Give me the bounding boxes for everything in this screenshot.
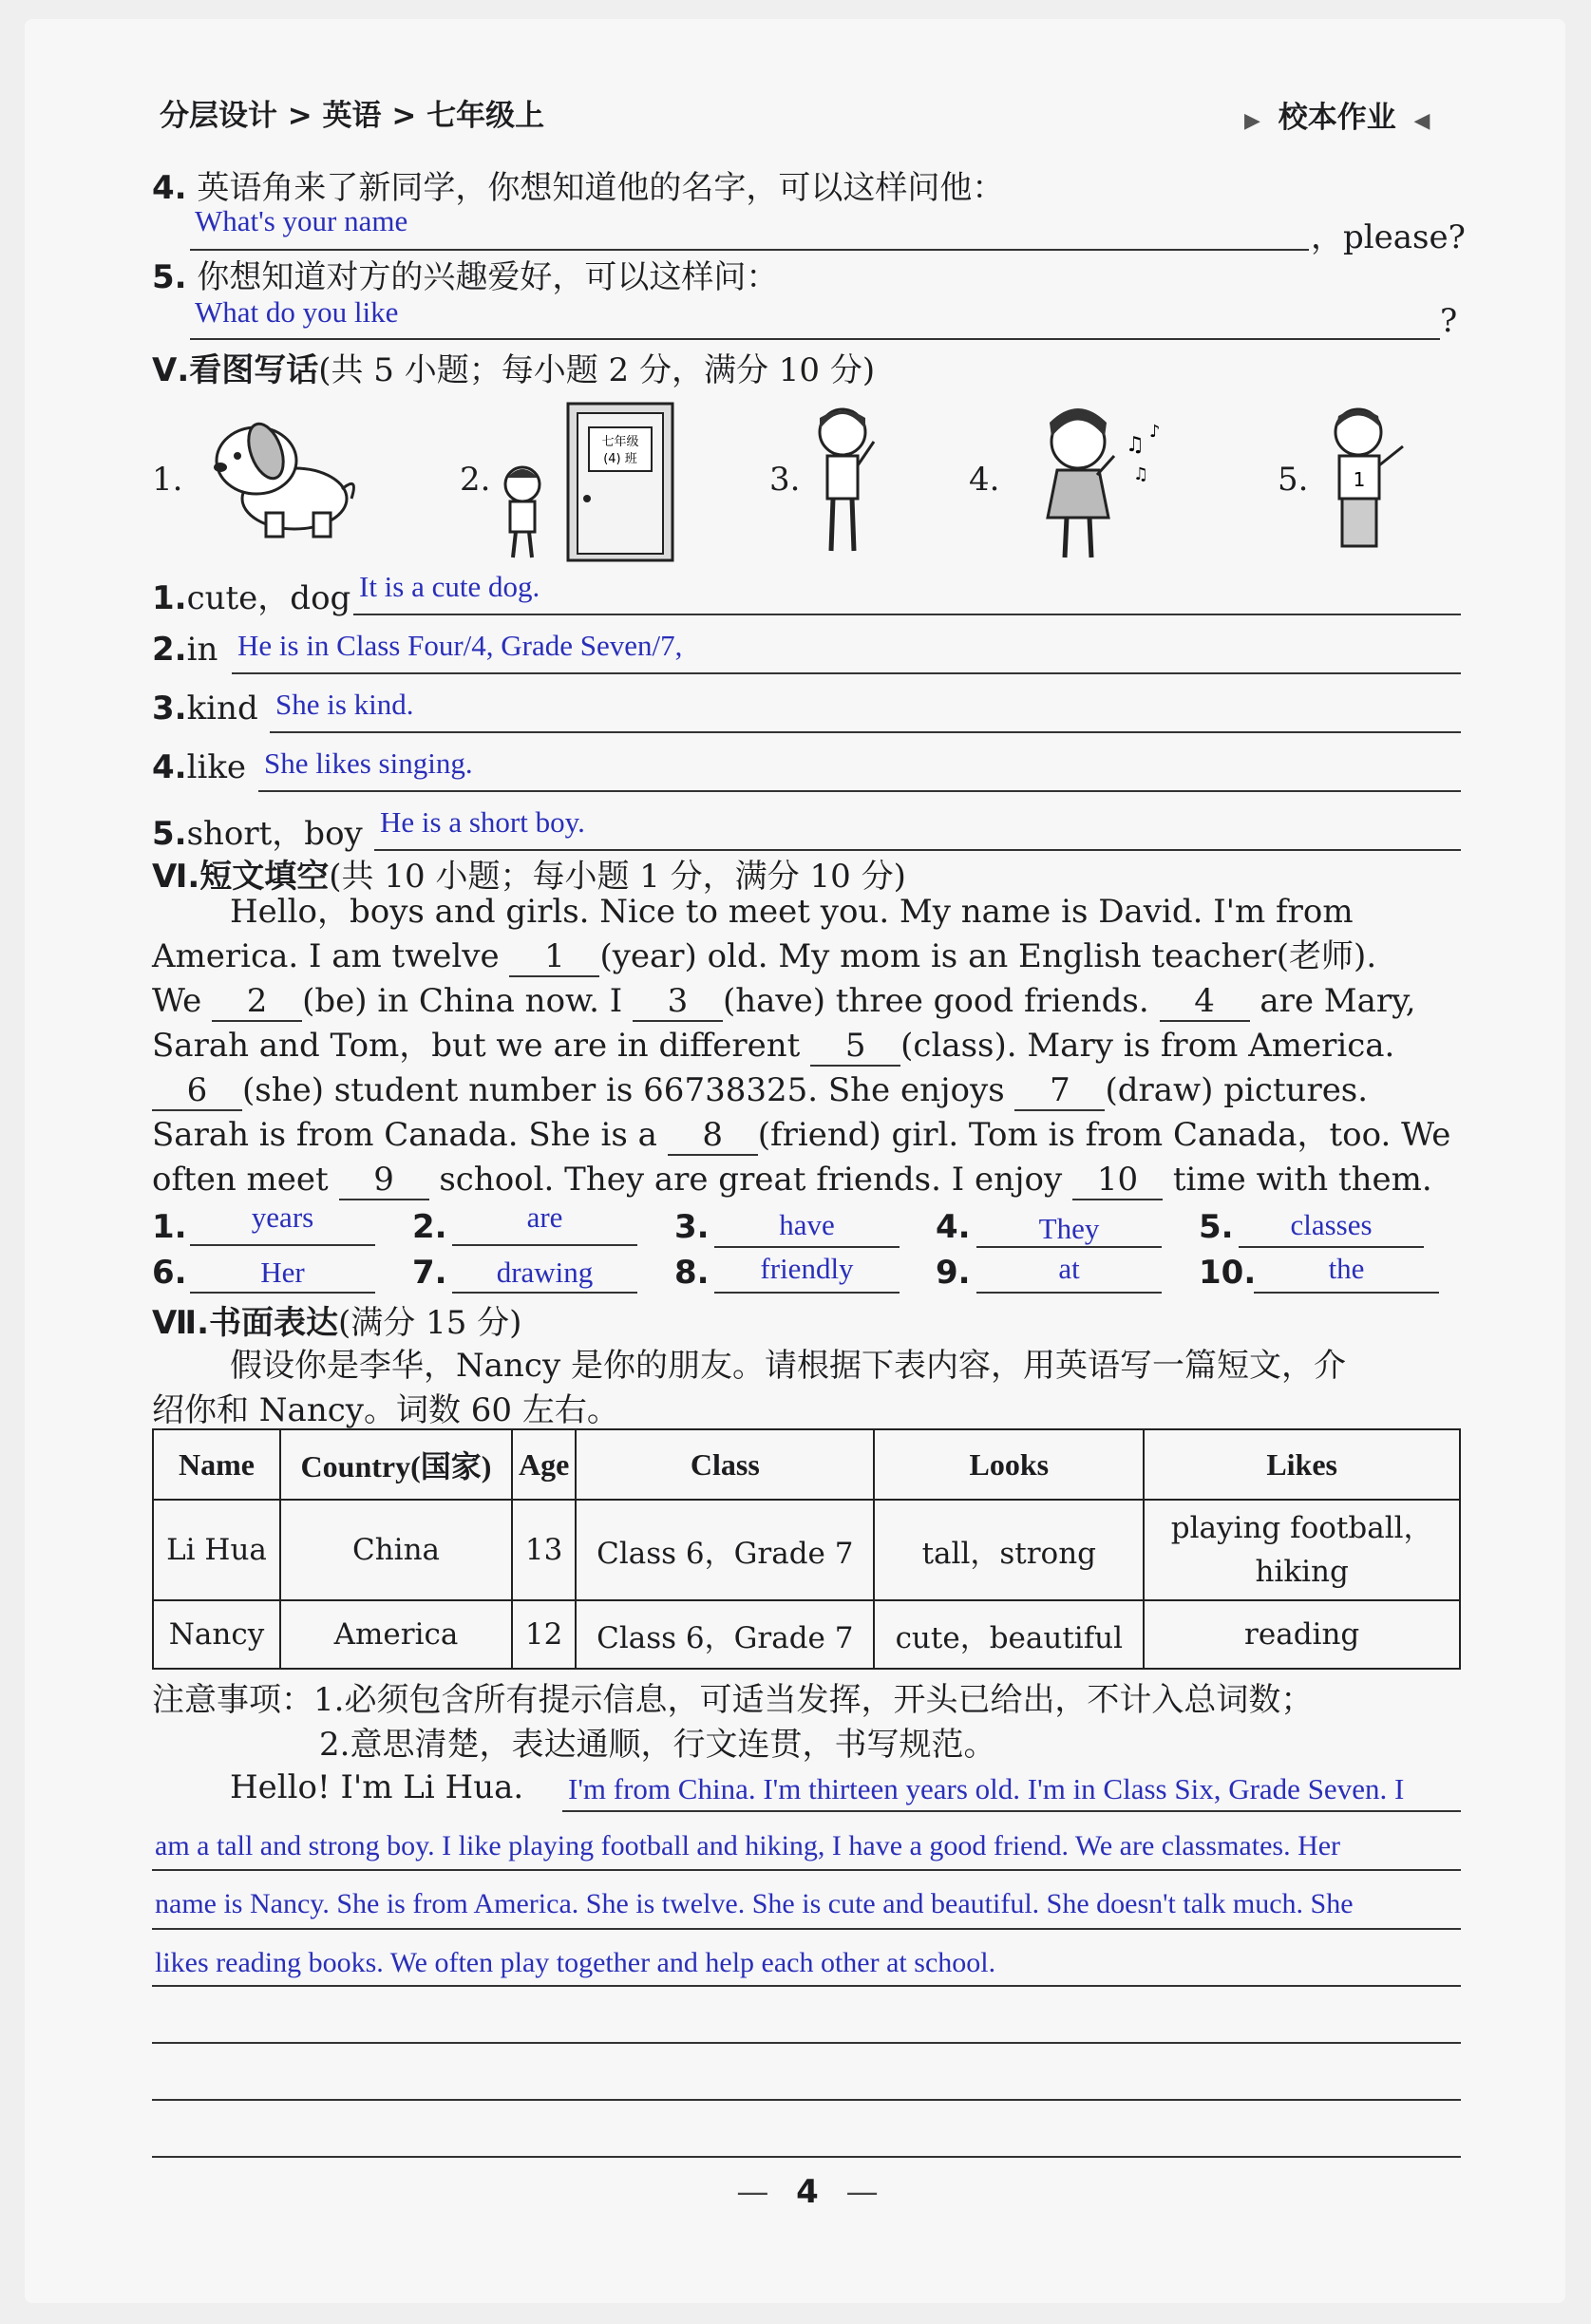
cloze-answer-num-3: 3. [674,1208,710,1246]
info-table [152,1428,1461,1670]
cloze-answer-num-10: 10. [1199,1254,1257,1292]
cloze-answer-num-4: 4. [936,1208,971,1246]
svg-text:1: 1 [1353,468,1366,491]
table-cell: Nancy [153,1600,280,1669]
cloze-answer-1: years [251,1200,314,1234]
essay-opening: Hello! I'm Li Hua. [230,1768,524,1806]
triangle-left-icon: ◀ [1413,108,1430,133]
table-cell: America [280,1600,512,1669]
essay-line-2: am a tall and strong boy. I like playing football and hiking, I have a good friend. We are classmates. Her [155,1830,1341,1861]
girl-thinking-picture [803,399,888,560]
writing-notes-1: 注意事项：1.必须包含所有提示信息，可适当发挥，开头已给出，不计入总词数； [152,1681,1314,1719]
table-cell: tall，strong [874,1500,1144,1600]
essay-line-1: I'm from China. I'm thirteen years old. I'm in Class Six, Grade Seven. I [568,1772,1405,1805]
cloze-answer-3: have [779,1208,835,1241]
answer-line [353,614,1461,615]
cloze-answer-num-8: 8. [674,1254,710,1292]
svg-text:♪: ♪ [1149,422,1161,442]
picture-answer-1: It is a cute dog. [359,570,540,603]
table-cell: playing football，hiking [1144,1500,1460,1600]
picture-answer-2: He is in Class Four/4, Grade Seven/7, [237,629,683,662]
dog-picture [199,408,361,541]
essay-line-4: likes reading books. We often play together and help each other at school. [155,1947,996,1978]
page-footer: — 4 — [736,2173,879,2211]
picture-label-3: 3. [769,461,801,499]
cloze-answer-4: They [1038,1212,1100,1245]
triangle-right-icon: ▶ [1244,108,1260,133]
table-cell: 13 [512,1500,576,1600]
answer-line [452,1244,637,1246]
cloze-answer-8: friendly [760,1252,854,1285]
answer-line [1254,1292,1439,1294]
column-header: Name [153,1429,280,1500]
cloze-answer-6: Her [260,1256,305,1289]
column-header: Likes [1144,1429,1460,1500]
boy-waving-picture [1316,399,1420,560]
picture-label-2: 2. [460,461,491,499]
table-cell: reading [1144,1600,1460,1669]
svg-text:♫: ♫ [1133,464,1149,484]
table-header-row [153,1429,1460,1500]
table-cell: cute，beautiful [874,1600,1144,1669]
question-4: 4. 英语角来了新同学，你想知道他的名字，可以这样问他： [152,169,1005,207]
answer-line [190,1244,375,1246]
writing-instruction-1: 假设你是李华，Nancy 是你的朋友。请根据下表内容，用英语写一篇短文，介 [230,1347,1346,1385]
answer-line [258,790,1461,792]
picture-question-5: 5.short，boy [152,815,363,853]
answer-line [232,672,1461,674]
svg-text:七年级: 七年级 [601,435,639,449]
picture-question-1: 1.cute，dog [152,579,351,617]
blank-6[interactable]: 6 [152,1071,242,1111]
blank-8[interactable]: 8 [668,1116,758,1156]
blank-1[interactable]: 1 [509,937,599,977]
section-5-title: Ⅴ.看图写话(共 5 小题；每小题 2 分，满分 10 分) [152,351,876,389]
cloze-answer-10: the [1328,1252,1365,1285]
picture-question-4: 4.like [152,748,247,786]
answer-line [270,731,1461,733]
answer-line [190,1292,375,1294]
answer-5: What do you like [195,295,399,329]
cloze-answer-num-2: 2. [412,1208,447,1246]
suffix-4: ，please? [1311,218,1466,256]
table-cell: 12 [512,1600,576,1669]
table-cell: Class 6，Grade 7 [576,1600,874,1669]
blank-3[interactable]: 3 [633,982,723,1022]
column-header: Country(国家) [280,1429,512,1500]
writing-notes-2: 2.意思清楚，表达通顺，行文连贯，书写规范。 [319,1726,996,1764]
cloze-answer-5: classes [1290,1208,1373,1241]
blank-2[interactable]: 2 [212,982,302,1022]
column-header: Class [576,1429,874,1500]
answer-4: What's your name [195,204,408,237]
blank-10[interactable]: 10 [1072,1161,1163,1200]
svg-text:(4) 班: (4) 班 [603,452,637,466]
table-cell: Li Hua [153,1500,280,1600]
writing-instruction-2: 绍你和 Nancy。词数 60 左右。 [152,1391,619,1429]
section-6-title: Ⅵ.短文填空(共 10 小题；每小题 1 分，满分 10 分) [152,858,906,896]
writing-line [562,1810,1461,1812]
writing-line [152,1985,1461,1987]
cloze-passage: Hello，boys and girls. Nice to meet you. My name is David. I'm from America. I am twelve 1 (year) old. My mom is an English teacher(老师). We 2 (be) in China now. I 3 (have) three good friends. 4 are Mary, Sarah and Tom，but we are in different 5 (class). Mary is from America. 6 (she) student number is 66738325. She enjoys 7 (draw) pictures. Sarah is from Canada. She is a 8 (friend) girl. Tom is from Canada，too. We often meet 9 school. They are great friends. I enjoy 10 time with them. [152,893,1451,1199]
answer-line [714,1246,900,1248]
cloze-answer-num-7: 7. [412,1254,447,1292]
picture-answer-4: She likes singing. [264,746,473,780]
cloze-answer-9: at [1058,1252,1080,1285]
cloze-answer-num-5: 5. [1199,1208,1234,1246]
table-cell: China [280,1500,512,1600]
cloze-answer-7: drawing [496,1256,594,1289]
svg-text:♫: ♫ [1126,433,1145,457]
answer-line [976,1246,1162,1248]
answer-line [190,338,1440,340]
cloze-answer-num-9: 9. [936,1254,971,1292]
question-5: 5. 你想知道对方的兴趣爱好，可以这样问： [152,258,779,296]
table-row [153,1500,1460,1600]
suffix-5: ? [1440,302,1458,340]
essay-line-3: name is Nancy. She is from America. She is twelve. She is cute and beautiful. She doesn't talk much. She [155,1888,1354,1919]
answer-line [1239,1246,1424,1248]
boy-at-door-picture [494,394,674,565]
writing-line [152,1869,1461,1871]
cloze-answer-num-6: 6. [152,1254,187,1292]
picture-question-3: 3.kind [152,690,258,727]
page-number: 4 [796,2173,819,2211]
answer-line [452,1292,637,1294]
answer-line [976,1292,1162,1294]
picture-question-2: 2.in [152,631,218,669]
writing-line [152,2042,1461,2044]
column-header: Age [512,1429,576,1500]
girl-singing-picture [1021,394,1183,565]
cloze-answer-2: are [526,1200,563,1234]
column-header: Looks [874,1429,1144,1500]
table-row [153,1600,1460,1669]
blank-4[interactable]: 4 [1160,982,1250,1022]
header-badge: ▶ 校本作业 ◀ [1244,101,1430,135]
blank-9[interactable]: 9 [339,1161,429,1200]
answer-line [714,1292,900,1294]
picture-label-4: 4. [969,461,1000,499]
blank-5[interactable]: 5 [810,1027,900,1067]
section-7-title: Ⅶ.书面表达(满分 15 分) [152,1304,522,1342]
table-cell: Class 6，Grade 7 [576,1500,874,1600]
picture-label-1: 1. [152,461,183,499]
cloze-answer-num-1: 1. [152,1208,187,1246]
picture-answer-3: She is kind. [275,688,414,721]
blank-7[interactable]: 7 [1014,1071,1105,1111]
writing-line [152,2156,1461,2158]
breadcrumb: 分层设计 > 英语 > 七年级上 [160,99,545,133]
picture-label-5: 5. [1278,461,1309,499]
picture-answer-5: He is a short boy. [380,805,585,839]
writing-line [152,2099,1461,2101]
writing-line [152,1928,1461,1930]
